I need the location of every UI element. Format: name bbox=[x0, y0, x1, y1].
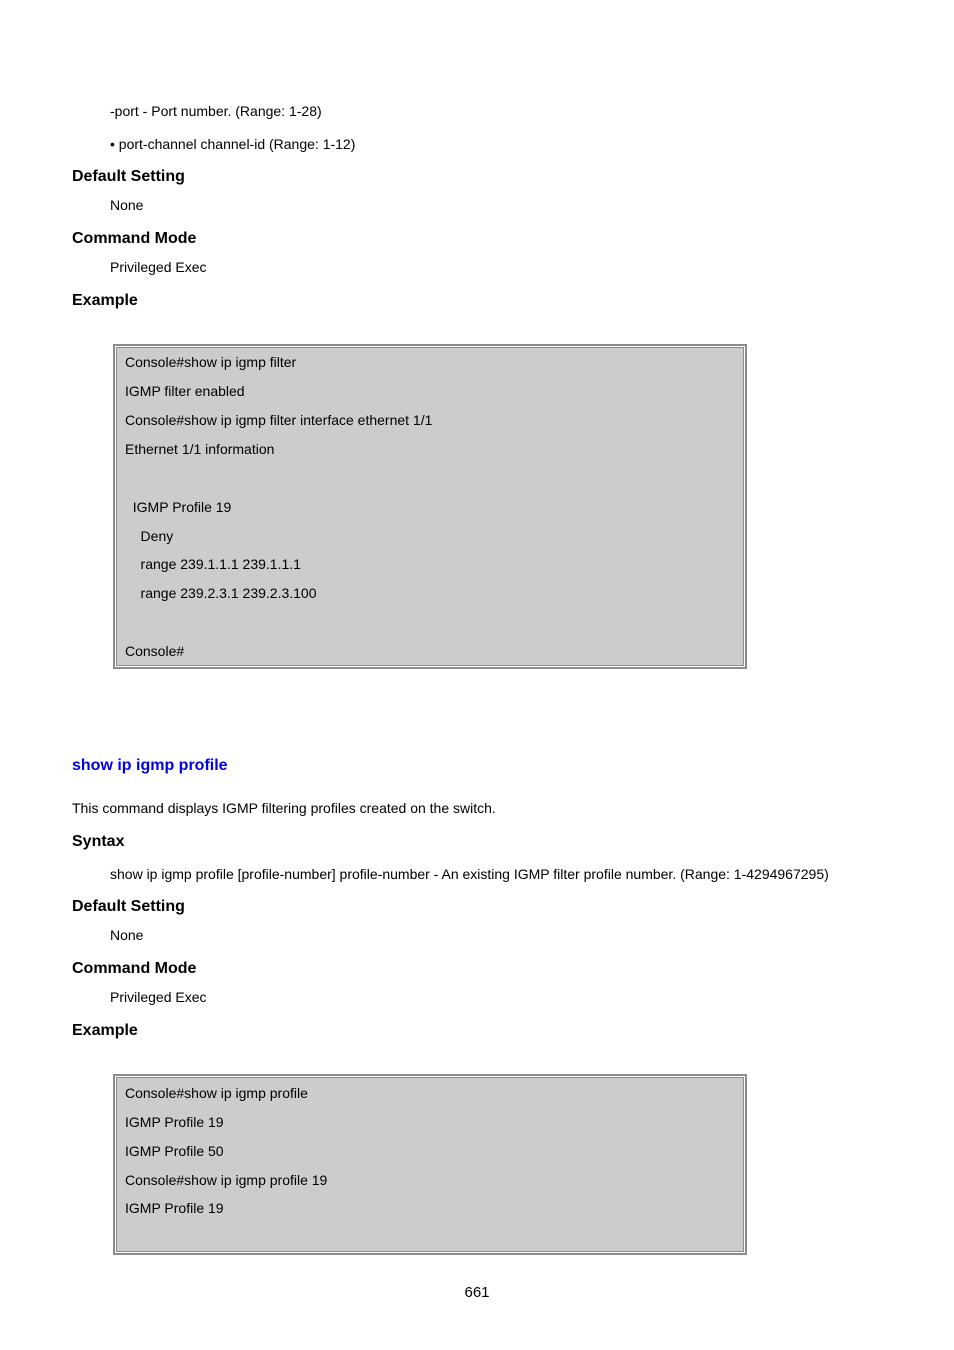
console-line: IGMP Profile 19 bbox=[125, 499, 232, 515]
console-line: Deny bbox=[125, 528, 174, 544]
syntax-heading: Syntax bbox=[72, 833, 125, 850]
command-description: This command displays IGMP filtering profiles created on the switch. bbox=[72, 800, 496, 816]
console-line: IGMP Profile 19 bbox=[125, 1114, 224, 1130]
console-line: Console#show ip igmp profile 19 bbox=[125, 1172, 328, 1188]
console-line: IGMP filter enabled bbox=[125, 383, 245, 399]
console-line: Ethernet 1/1 information bbox=[125, 441, 275, 457]
default-setting-value: None bbox=[110, 927, 144, 943]
command-title[interactable]: show ip igmp profile bbox=[72, 757, 228, 774]
default-setting-value: None bbox=[110, 197, 144, 213]
console-example-box bbox=[113, 1074, 747, 1255]
command-mode-value: Privileged Exec bbox=[110, 259, 207, 275]
console-line: range 239.2.3.1 239.2.3.100 bbox=[125, 585, 317, 601]
console-line: Console#show ip igmp filter bbox=[125, 354, 297, 370]
param-port: -port - Port number. (Range: 1-28) bbox=[110, 103, 322, 119]
syntax-value: show ip igmp profile [profile-number] profile-number - An existing IGMP filter profile number. (Range: 1-4294967295) bbox=[110, 866, 829, 882]
param-port-channel: • port-channel channel-id (Range: 1-12) bbox=[110, 136, 356, 152]
example-heading: Example bbox=[72, 1022, 138, 1039]
console-line: IGMP Profile 50 bbox=[125, 1143, 224, 1159]
command-mode-heading: Command Mode bbox=[72, 960, 197, 977]
console-line: Console#show ip igmp profile bbox=[125, 1085, 308, 1101]
console-example-box bbox=[113, 344, 747, 669]
command-mode-value: Privileged Exec bbox=[110, 989, 207, 1005]
default-setting-heading: Default Setting bbox=[72, 898, 185, 915]
command-mode-heading: Command Mode bbox=[72, 230, 197, 247]
example-heading: Example bbox=[72, 292, 138, 309]
page-number: 661 bbox=[464, 1284, 490, 1301]
console-line: Console#show ip igmp filter interface ethernet 1/1 bbox=[125, 412, 433, 428]
console-line: IGMP Profile 19 bbox=[125, 1200, 224, 1216]
console-line: Console# bbox=[125, 643, 185, 659]
console-line: range 239.1.1.1 239.1.1.1 bbox=[125, 556, 301, 572]
default-setting-heading: Default Setting bbox=[72, 168, 185, 185]
